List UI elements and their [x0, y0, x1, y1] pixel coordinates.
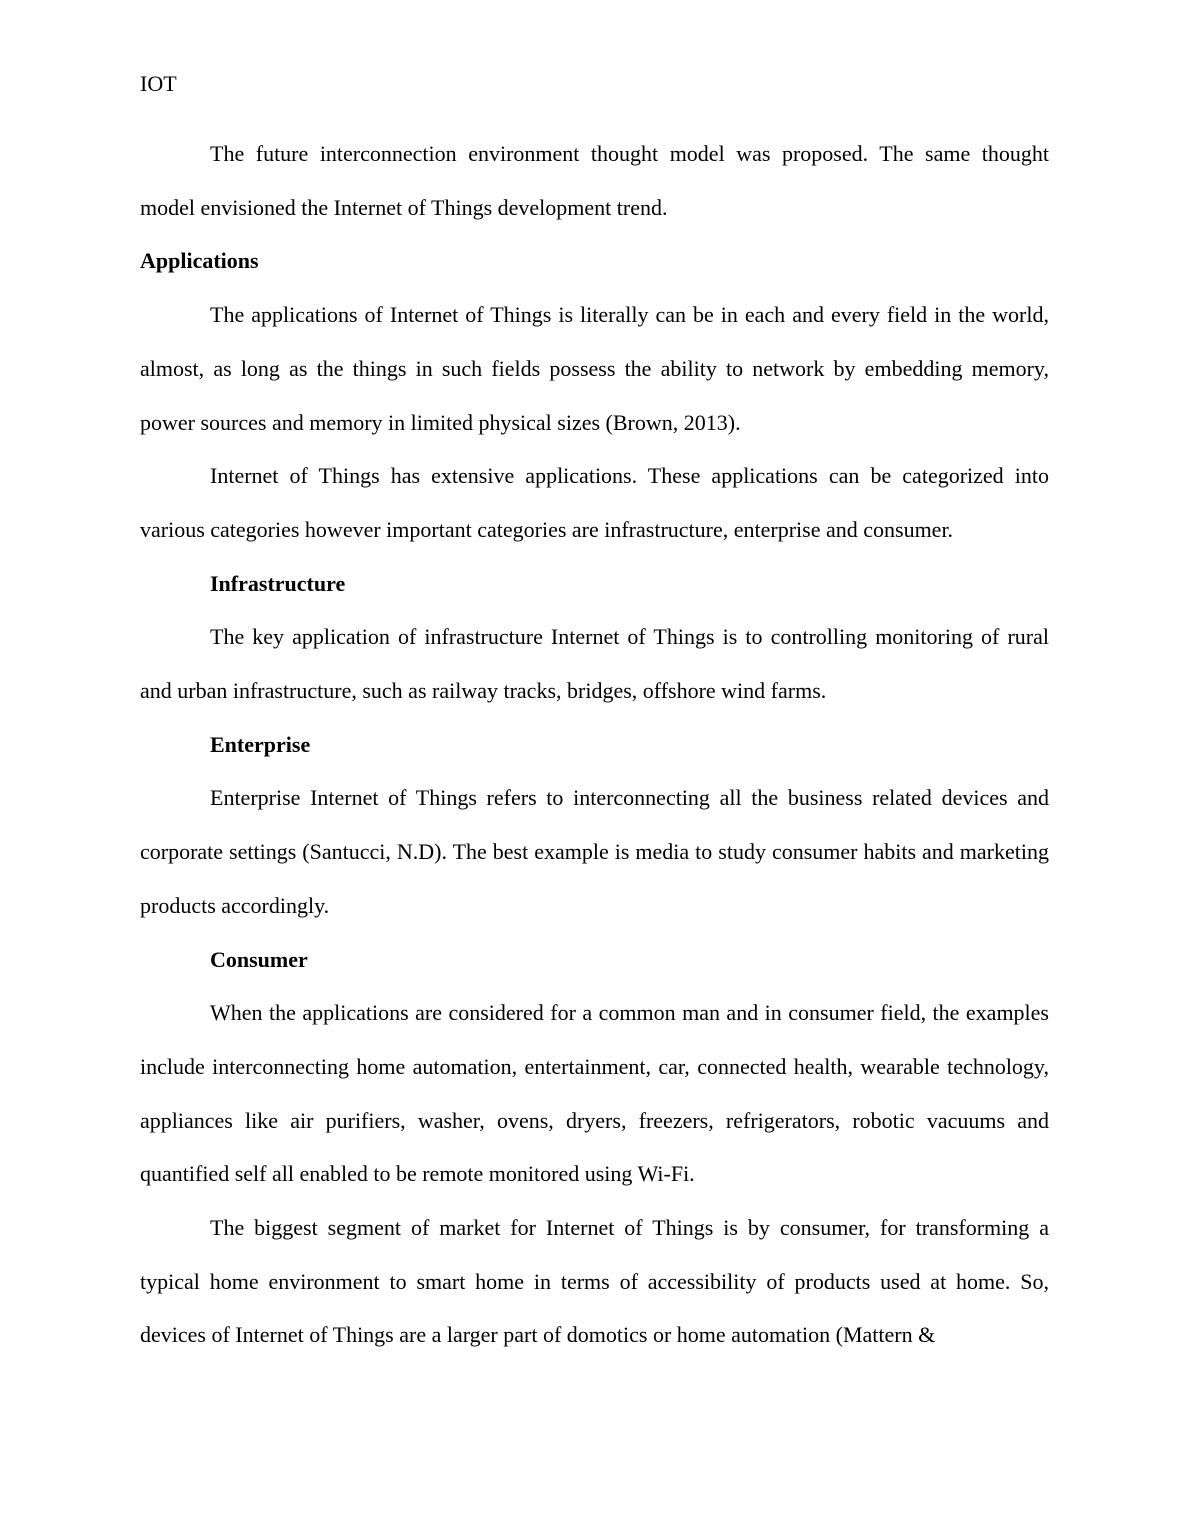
heading-enterprise: Enterprise [210, 731, 311, 757]
heading-consumer: Consumer [210, 946, 308, 972]
document-body [140, 127, 1049, 1362]
paragraph-intro: The future interconnection environment thought model was proposed. The same thought model envisioned the Internet of Things development trend. [140, 141, 1049, 220]
paragraph-infrastructure: The key application of infrastructure Internet of Things is to controlling monitoring of rural and urban infrastructure, such as railway tracks, bridges, offshore wind farms. [140, 624, 1049, 704]
paragraph-applications-2: Internet of Things has extensive applications. These applications can be categorized into various categories however important categories are infrastructure, enterprise and consumer. [140, 463, 1049, 542]
running-head: IOT [140, 71, 177, 96]
heading-infrastructure: Infrastructure [210, 570, 346, 596]
paragraph-enterprise: Enterprise Internet of Things refers to interconnecting all the business related devices and corporate settings (Santucci, N.D). The best example is media to study consumer habits and marketing products accordingly. [140, 785, 1049, 918]
paragraph-consumer-2: The biggest segment of market for Internet of Things is by consumer, for transforming a typical home environment to smart home in terms of accessibility of products used at home. So, devices of Internet of Things are a larger part of domotics or home automation (Mattern & [140, 1215, 1049, 1348]
paragraph-applications-1: The applications of Internet of Things is literally can be in each and every field in the world, almost, as long as the things in such fields possess the ability to network by embedding memory, power sources and memory in limited physical sizes (Brown, 2013). [140, 302, 1049, 435]
paragraph-consumer-1: When the applications are considered for a common man and in consumer field, the examples include interconnecting home automation, entertainment, car, connected health, wearable technology, appliances like air purifiers, washer, ovens, dryers, freezers, refrigerators, robotic vacuums and quantified self all enabled to be remote monitored using Wi-Fi. [140, 1000, 1049, 1187]
heading-applications: Applications [140, 248, 259, 274]
